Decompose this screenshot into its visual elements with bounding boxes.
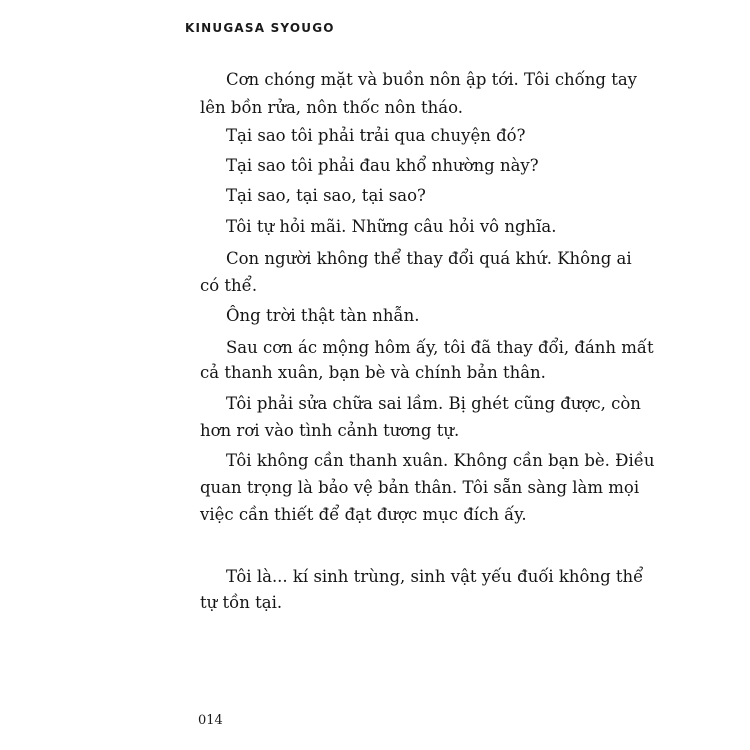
text-line: có thể.: [200, 276, 258, 295]
text-line: quan trọng là bảo vệ bản thân. Tôi sẵn sàng làm mọi: [200, 478, 640, 497]
running-header: KINUGASA SYOUGO: [185, 21, 335, 35]
text-line: Tôi tự hỏi mãi. Những câu hỏi vô nghĩa.: [226, 217, 557, 236]
text-line: Tôi không cần thanh xuân. Không cần bạn bè. Điều: [226, 451, 655, 470]
text-line: Sau cơn ác mộng hôm ấy, tôi đã thay đổi, đánh mất: [226, 338, 654, 357]
text-line: lên bồn rửa, nôn thốc nôn tháo.: [200, 98, 463, 117]
text-line: hơn rơi vào tình cảnh tương tự.: [200, 421, 460, 440]
text-line: Tôi là... kí sinh trùng, sinh vật yếu đuối không thể: [226, 567, 644, 586]
text-line: Tại sao tôi phải đau khổ nhường này?: [226, 156, 539, 175]
text-line: Con người không thể thay đổi quá khứ. Không ai: [226, 249, 632, 268]
text-line: Ông trời thật tàn nhẫn.: [226, 306, 420, 325]
text-line: tự tồn tại.: [200, 593, 283, 612]
text-line: Tại sao tôi phải trải qua chuyện đó?: [226, 126, 526, 145]
text-line: Tôi phải sửa chữa sai lầm. Bị ghét cũng được, còn: [226, 394, 641, 413]
page-number: 014: [198, 713, 223, 728]
text-line: cả thanh xuân, bạn bè và chính bản thân.: [200, 363, 546, 382]
text-line: Tại sao, tại sao, tại sao?: [226, 186, 426, 205]
text-line: Cơn chóng mặt và buồn nôn ập tới. Tôi chống tay: [226, 70, 638, 89]
text-line: việc cần thiết để đạt được mục đích ấy.: [200, 505, 527, 524]
